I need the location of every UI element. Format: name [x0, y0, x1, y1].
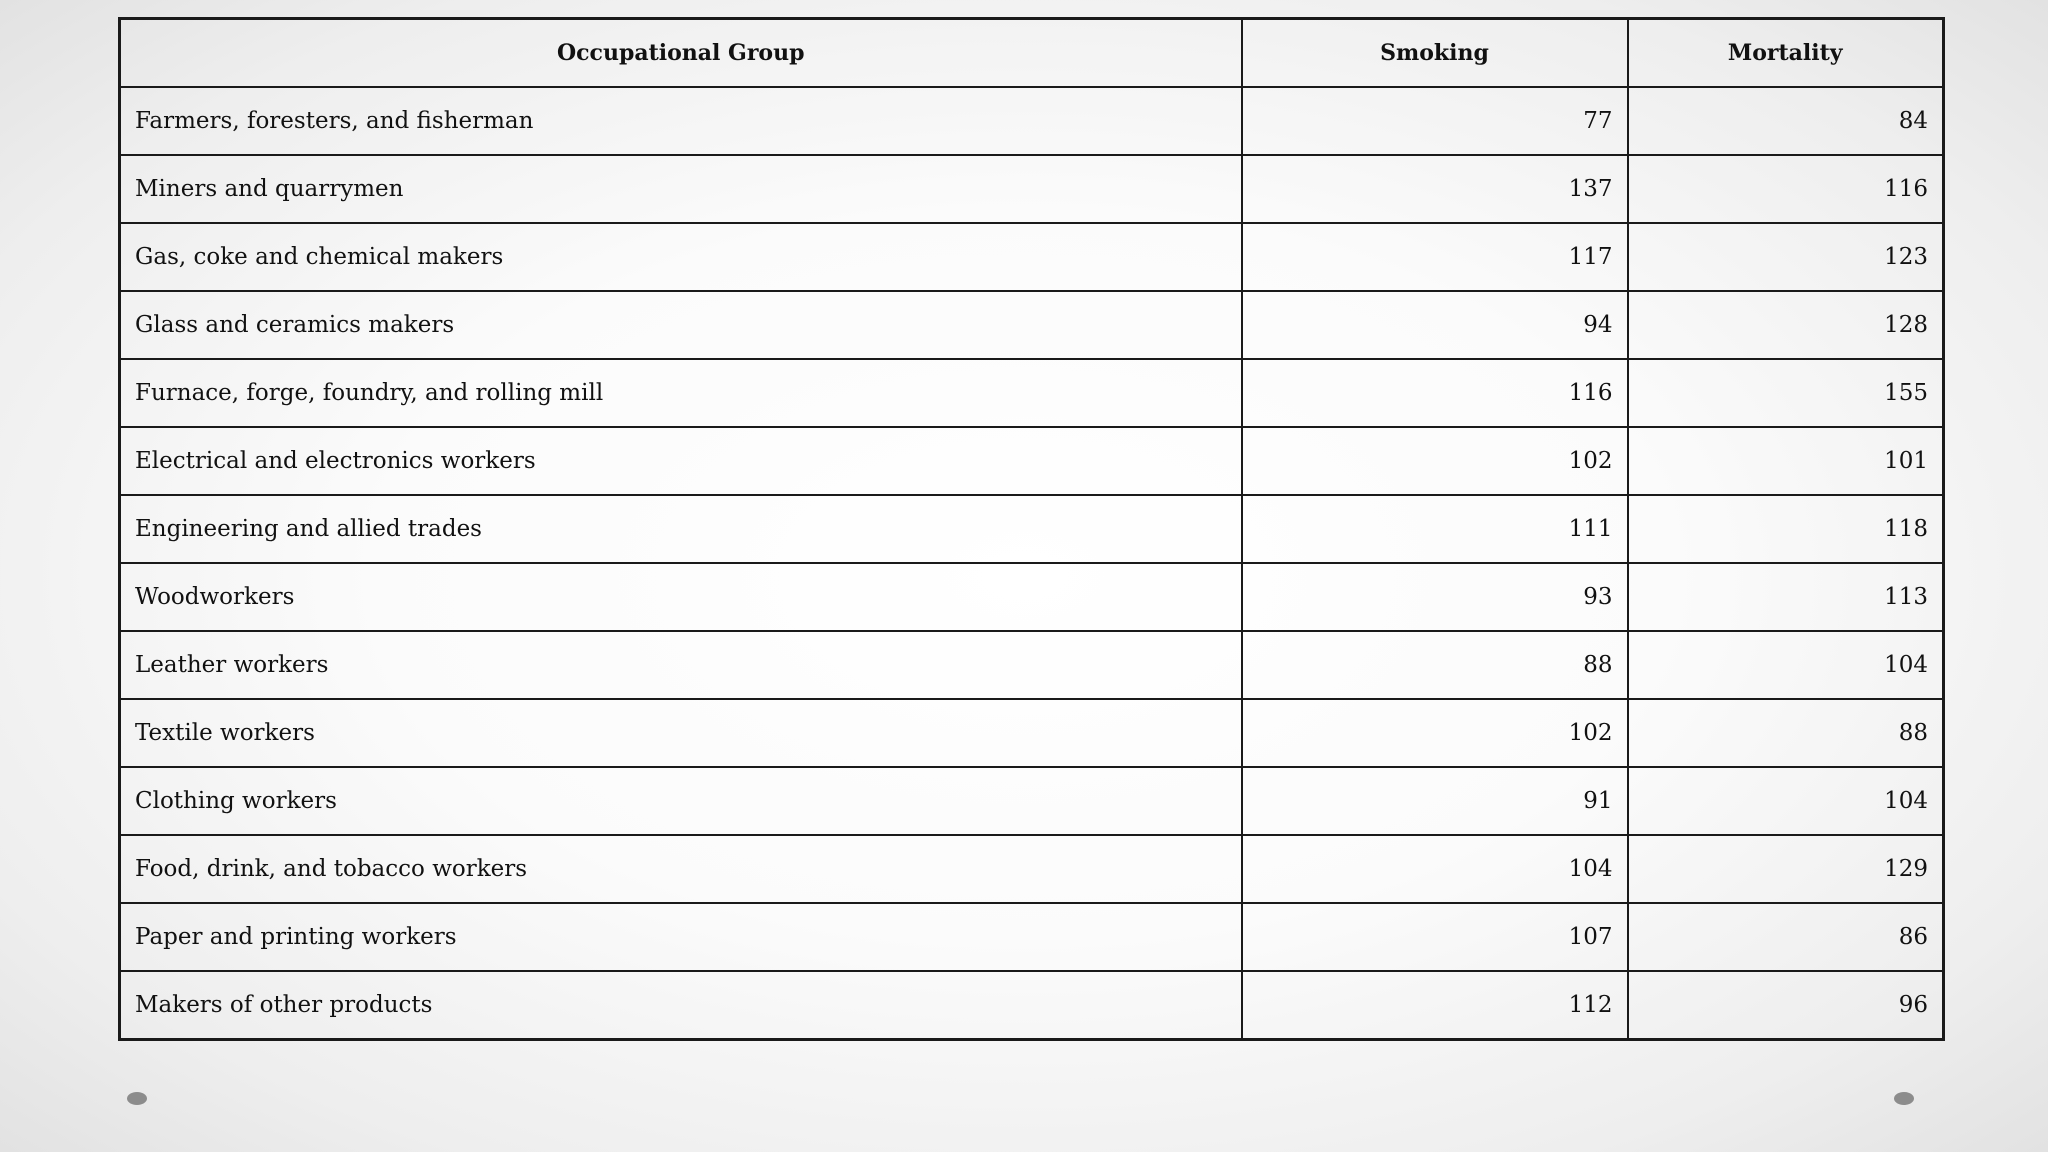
cell-smoking: 102 — [1242, 427, 1628, 495]
cell-mortality: 128 — [1628, 291, 1944, 359]
cell-mortality: 104 — [1628, 767, 1944, 835]
cell-occupational-group: Makers of other products — [120, 971, 1242, 1040]
cell-occupational-group: Clothing workers — [120, 767, 1242, 835]
cell-smoking: 107 — [1242, 903, 1628, 971]
table-row — [120, 87, 1944, 155]
table-container — [118, 17, 1942, 1041]
cell-occupational-group: Textile workers — [120, 699, 1242, 767]
cell-mortality: 86 — [1628, 903, 1944, 971]
cell-smoking: 137 — [1242, 155, 1628, 223]
table-row — [120, 767, 1944, 835]
cell-mortality: 104 — [1628, 631, 1944, 699]
cell-occupational-group: Glass and ceramics makers — [120, 291, 1242, 359]
cell-mortality: 96 — [1628, 971, 1944, 1040]
table-row — [120, 903, 1944, 971]
cell-occupational-group: Woodworkers — [120, 563, 1242, 631]
cell-occupational-group: Furnace, forge, foundry, and rolling mill — [120, 359, 1242, 427]
table-row — [120, 835, 1944, 903]
cell-smoking: 102 — [1242, 699, 1628, 767]
cell-mortality: 116 — [1628, 155, 1944, 223]
table-row — [120, 699, 1944, 767]
cell-mortality: 129 — [1628, 835, 1944, 903]
cell-occupational-group: Paper and printing workers — [120, 903, 1242, 971]
cell-mortality: 118 — [1628, 495, 1944, 563]
cell-smoking: 94 — [1242, 291, 1628, 359]
cell-smoking: 116 — [1242, 359, 1628, 427]
next-slide-dot-icon[interactable] — [1894, 1092, 1914, 1105]
table-row — [120, 359, 1944, 427]
header-occupational-group: Occupational Group — [120, 19, 1242, 88]
cell-smoking: 93 — [1242, 563, 1628, 631]
table-row — [120, 223, 1944, 291]
cell-mortality: 88 — [1628, 699, 1944, 767]
cell-smoking: 117 — [1242, 223, 1628, 291]
occupation-smoking-mortality-table — [118, 17, 1945, 1041]
prev-slide-dot-icon[interactable] — [127, 1092, 147, 1105]
cell-mortality: 155 — [1628, 359, 1944, 427]
cell-occupational-group: Electrical and electronics workers — [120, 427, 1242, 495]
cell-occupational-group: Miners and quarrymen — [120, 155, 1242, 223]
cell-occupational-group: Farmers, foresters, and fisherman — [120, 87, 1242, 155]
table-row — [120, 631, 1944, 699]
cell-smoking: 112 — [1242, 971, 1628, 1040]
cell-smoking: 111 — [1242, 495, 1628, 563]
table-header-row — [120, 19, 1944, 88]
cell-occupational-group: Engineering and allied trades — [120, 495, 1242, 563]
cell-occupational-group: Gas, coke and chemical makers — [120, 223, 1242, 291]
cell-occupational-group: Leather workers — [120, 631, 1242, 699]
cell-smoking: 77 — [1242, 87, 1628, 155]
header-smoking: Smoking — [1242, 19, 1628, 88]
header-mortality: Mortality — [1628, 19, 1944, 88]
table-row — [120, 971, 1944, 1040]
table-row — [120, 427, 1944, 495]
cell-mortality: 101 — [1628, 427, 1944, 495]
table-row — [120, 291, 1944, 359]
table-row — [120, 495, 1944, 563]
cell-smoking: 88 — [1242, 631, 1628, 699]
cell-occupational-group: Food, drink, and tobacco workers — [120, 835, 1242, 903]
cell-smoking: 91 — [1242, 767, 1628, 835]
table-row — [120, 155, 1944, 223]
cell-mortality: 113 — [1628, 563, 1944, 631]
cell-mortality: 84 — [1628, 87, 1944, 155]
cell-smoking: 104 — [1242, 835, 1628, 903]
table-row — [120, 563, 1944, 631]
cell-mortality: 123 — [1628, 223, 1944, 291]
